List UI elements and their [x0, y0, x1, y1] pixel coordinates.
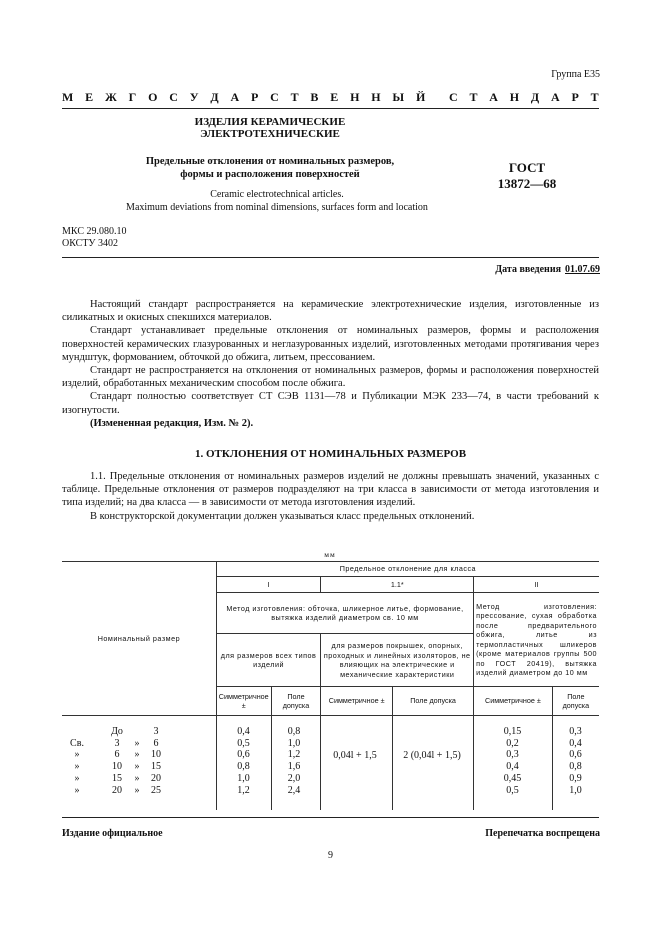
- amendment-note: (Измененная редакция, Изм. № 2).: [90, 417, 254, 429]
- introduction-date: [495, 264, 600, 275]
- banner-letter: У: [189, 90, 199, 104]
- insulators-cell: для размеров покрышек, опорных, проходных и линейных изоляторов, не влияющих на электрические и механические характеристики: [321, 634, 474, 687]
- sym-header: Симметричное ±: [216, 687, 271, 716]
- size-separator: »: [134, 761, 140, 773]
- method-ii-cell: Метод изготовления: прессование, сухая обработка после предварительного обжига, литье из термопластичных шликеров (кроме материалов группы 500 по ГОСТ 20419), вытяжка изделий диаметром до 10 мм: [474, 593, 599, 687]
- class-i-header: I: [216, 577, 321, 593]
- size-separator: »: [134, 784, 140, 796]
- intro-text: [62, 298, 599, 430]
- class-11-header: 1.1*: [321, 577, 474, 593]
- all-types-cell: для размеров всех типов изделий: [216, 634, 321, 687]
- class-ii-symmetric: 0,3: [506, 749, 519, 761]
- class-i-symmetric: 0,4: [237, 726, 250, 737]
- size-from: 6: [114, 749, 120, 761]
- banner-letter: Г: [128, 90, 137, 104]
- paragraph: Стандарт устанавливает предельные отклонения от номинальных размеров, формы и расположения поверхностей керамических глазурованных и неглазурованных изделий, изготовленных методами протягивания через мундштук, формованием, обточкой до обжига, литьем, прессованием.: [62, 325, 599, 363]
- class-header: Предельное отклонение для класса: [216, 562, 599, 577]
- date-value: 01.07.69: [565, 264, 600, 275]
- paragraph: В конструкторской документации должен указываться класс предельных отклонений.: [90, 510, 475, 522]
- class-i-field: 0,8: [287, 726, 301, 737]
- size-to: 10: [151, 749, 161, 761]
- sym-header: Симметричное ±: [474, 687, 553, 716]
- subtitle-line: Предельные отклонения от номинальных размеров,: [145, 156, 395, 167]
- size-from: 20: [112, 784, 122, 796]
- banner-letter: Ж: [104, 90, 117, 104]
- paragraph: Стандарт полностью соответствует СТ СЭВ 1131—78 и Публикации МЭК 233—74, в части требований к изогнутости.: [62, 391, 599, 416]
- banner-letter: М: [62, 90, 74, 104]
- class-i-symmetric: 0,6: [237, 749, 250, 761]
- class-11-field: 2 (0,04l + 1,5): [403, 750, 461, 762]
- banner-letter: Й: [415, 90, 426, 104]
- subtitle-line: формы и расположения поверхностей: [180, 168, 360, 180]
- class-ii-field: 0,9: [569, 772, 582, 784]
- method-i-cell: Метод изготовления: обточка, шликерное литье, формование, вытяжка изделий диаметром св. 10 мм: [216, 593, 473, 634]
- banner-letter: Т: [290, 90, 299, 104]
- size-prefix: »: [74, 749, 80, 761]
- class-ii-field: 1,0: [569, 784, 582, 796]
- banner-letter: Е: [85, 90, 94, 104]
- title-line: ИЗДЕЛИЯ КЕРАМИЧЕСКИЕ: [194, 116, 346, 128]
- banner-letter: Т: [590, 90, 599, 104]
- class-ii-field: 0,3: [569, 726, 582, 737]
- title-line: ЭЛЕКТРОТЕХНИЧЕСКИЕ: [200, 128, 340, 140]
- size-prefix: »: [74, 784, 80, 796]
- class-ii-symmetric: 0,5: [506, 784, 519, 796]
- class-i-symmetric: 1,0: [237, 772, 250, 784]
- document-title: [120, 116, 420, 140]
- paragraph: Стандарт не распространяется на отклонения от номинальных размеров, формы и расположения поверхностей изделий, обработанных механическим способом после обжига.: [62, 365, 599, 390]
- english-title: [62, 189, 492, 214]
- class-ii-field: 0,4: [569, 737, 582, 749]
- english-line: Ceramic electrotechnical articles.: [210, 189, 344, 200]
- class-i-symmetric: 0,5: [237, 737, 250, 749]
- banner-letter: Р: [571, 90, 579, 104]
- size-separator: »: [134, 749, 140, 761]
- banner-letter: Р: [250, 90, 259, 104]
- class-i-symmetric: 1,2: [237, 784, 250, 796]
- gost-code: 13872—68: [497, 176, 557, 191]
- footer-right: Перепечатка воспрещена: [485, 828, 600, 839]
- size-from: 10: [112, 761, 122, 773]
- document-subtitle: [110, 156, 430, 181]
- paragraph: Настоящий стандарт распространяется на керамические электротехнические изделия, изготовленные из силикатных и окисных спекшихся материалов.: [62, 299, 599, 324]
- classification-codes: [62, 226, 126, 249]
- class-i-field: 1,2: [287, 749, 301, 761]
- section-heading: 1. ОТКЛОНЕНИЯ ОТ НОМИНАЛЬНЫХ РАЗМЕРОВ: [194, 448, 467, 460]
- size-to: 6: [153, 737, 159, 749]
- field-header: Поле допуска: [271, 687, 321, 716]
- date-label: Дата введения: [495, 264, 561, 275]
- banner-letter: Т: [469, 90, 478, 104]
- standard-banner: [62, 90, 599, 105]
- size-to: 25: [151, 784, 161, 796]
- class-ii-symmetric: 0,2: [506, 737, 519, 749]
- section-text: [62, 470, 599, 523]
- banner-letter: Д: [210, 90, 219, 104]
- okstu-code: ОКСТУ 3402: [62, 237, 119, 249]
- field-header: Поле допуска: [393, 687, 474, 716]
- class-ii-symmetric: 0,15: [503, 726, 522, 737]
- banner-letter: Д: [530, 90, 540, 104]
- size-to: 20: [151, 772, 161, 784]
- banner-letter: Н: [509, 90, 520, 104]
- banner-letter: Е: [330, 90, 339, 104]
- unit-label: мм: [324, 550, 336, 559]
- gost-label: ГОСТ: [508, 160, 546, 175]
- banner-letter: С: [448, 90, 458, 104]
- class-i-field: 1,0: [287, 737, 301, 749]
- banner-letter: А: [230, 90, 240, 104]
- size-from: До: [111, 726, 123, 737]
- class-i-field: 2,4: [287, 784, 301, 796]
- footer-rule: [62, 817, 599, 818]
- size-prefix: »: [74, 772, 80, 784]
- class-ii-header: II: [474, 577, 599, 593]
- size-from: 3: [114, 737, 120, 749]
- class-ii-symmetric: 0,45: [503, 772, 522, 784]
- footer-left: Издание официальное: [62, 828, 163, 839]
- banner-letter: С: [270, 90, 279, 104]
- gost-number: [477, 160, 577, 192]
- sym-header: Симметричное ±: [321, 687, 393, 716]
- size-prefix: Св.: [70, 737, 84, 749]
- class-i-field: 2,0: [287, 772, 301, 784]
- banner-letter: О: [148, 90, 158, 104]
- field-header: Поле допуска: [552, 687, 599, 716]
- group-code: Группа Е35: [551, 69, 600, 80]
- banner-letter: С: [169, 90, 178, 104]
- mks-code: МКС 29.080.10: [62, 226, 127, 237]
- english-line: Maximum deviations from nominal dimensions, surfaces form and location: [126, 201, 428, 213]
- banner-letter: Ы: [392, 90, 405, 104]
- class-ii-field: 0,6: [569, 749, 582, 761]
- nominal-size-header: Номинальный размер: [62, 562, 216, 716]
- class-11-symmetric: 0,04l + 1,5: [333, 750, 377, 762]
- codes-rule: [62, 257, 599, 258]
- class-ii-symmetric: 0,4: [506, 761, 519, 773]
- size-to: 15: [151, 761, 161, 773]
- size-separator: »: [134, 772, 140, 784]
- size-from: 15: [112, 772, 122, 784]
- paragraph: 1.1. Предельные отклонения от номинальных размеров изделий не должны превышать значений, указанных с таблице. Предельные отклонения от размеров подразделяют на три класса в зависимости от метода изготовления и типа изделий; на два класса — в зависимости от метода изготовления изделий.: [62, 471, 599, 509]
- table-body-spacer: [393, 716, 474, 811]
- header-rule: [62, 108, 599, 109]
- size-separator: »: [134, 737, 140, 749]
- table-body-spacer: [321, 716, 393, 811]
- size-to: 3: [153, 726, 159, 737]
- page-number: 9: [328, 850, 333, 861]
- banner-letter: Н: [371, 90, 381, 104]
- class-ii-field: 0,8: [569, 761, 582, 773]
- class-i-field: 1,6: [287, 761, 301, 773]
- banner-letter: А: [550, 90, 560, 104]
- banner-letter: А: [489, 90, 498, 104]
- size-prefix: »: [74, 761, 80, 773]
- class-i-symmetric: 0,8: [237, 761, 250, 773]
- banner-letter: В: [310, 90, 319, 104]
- banner-letter: Н: [350, 90, 360, 104]
